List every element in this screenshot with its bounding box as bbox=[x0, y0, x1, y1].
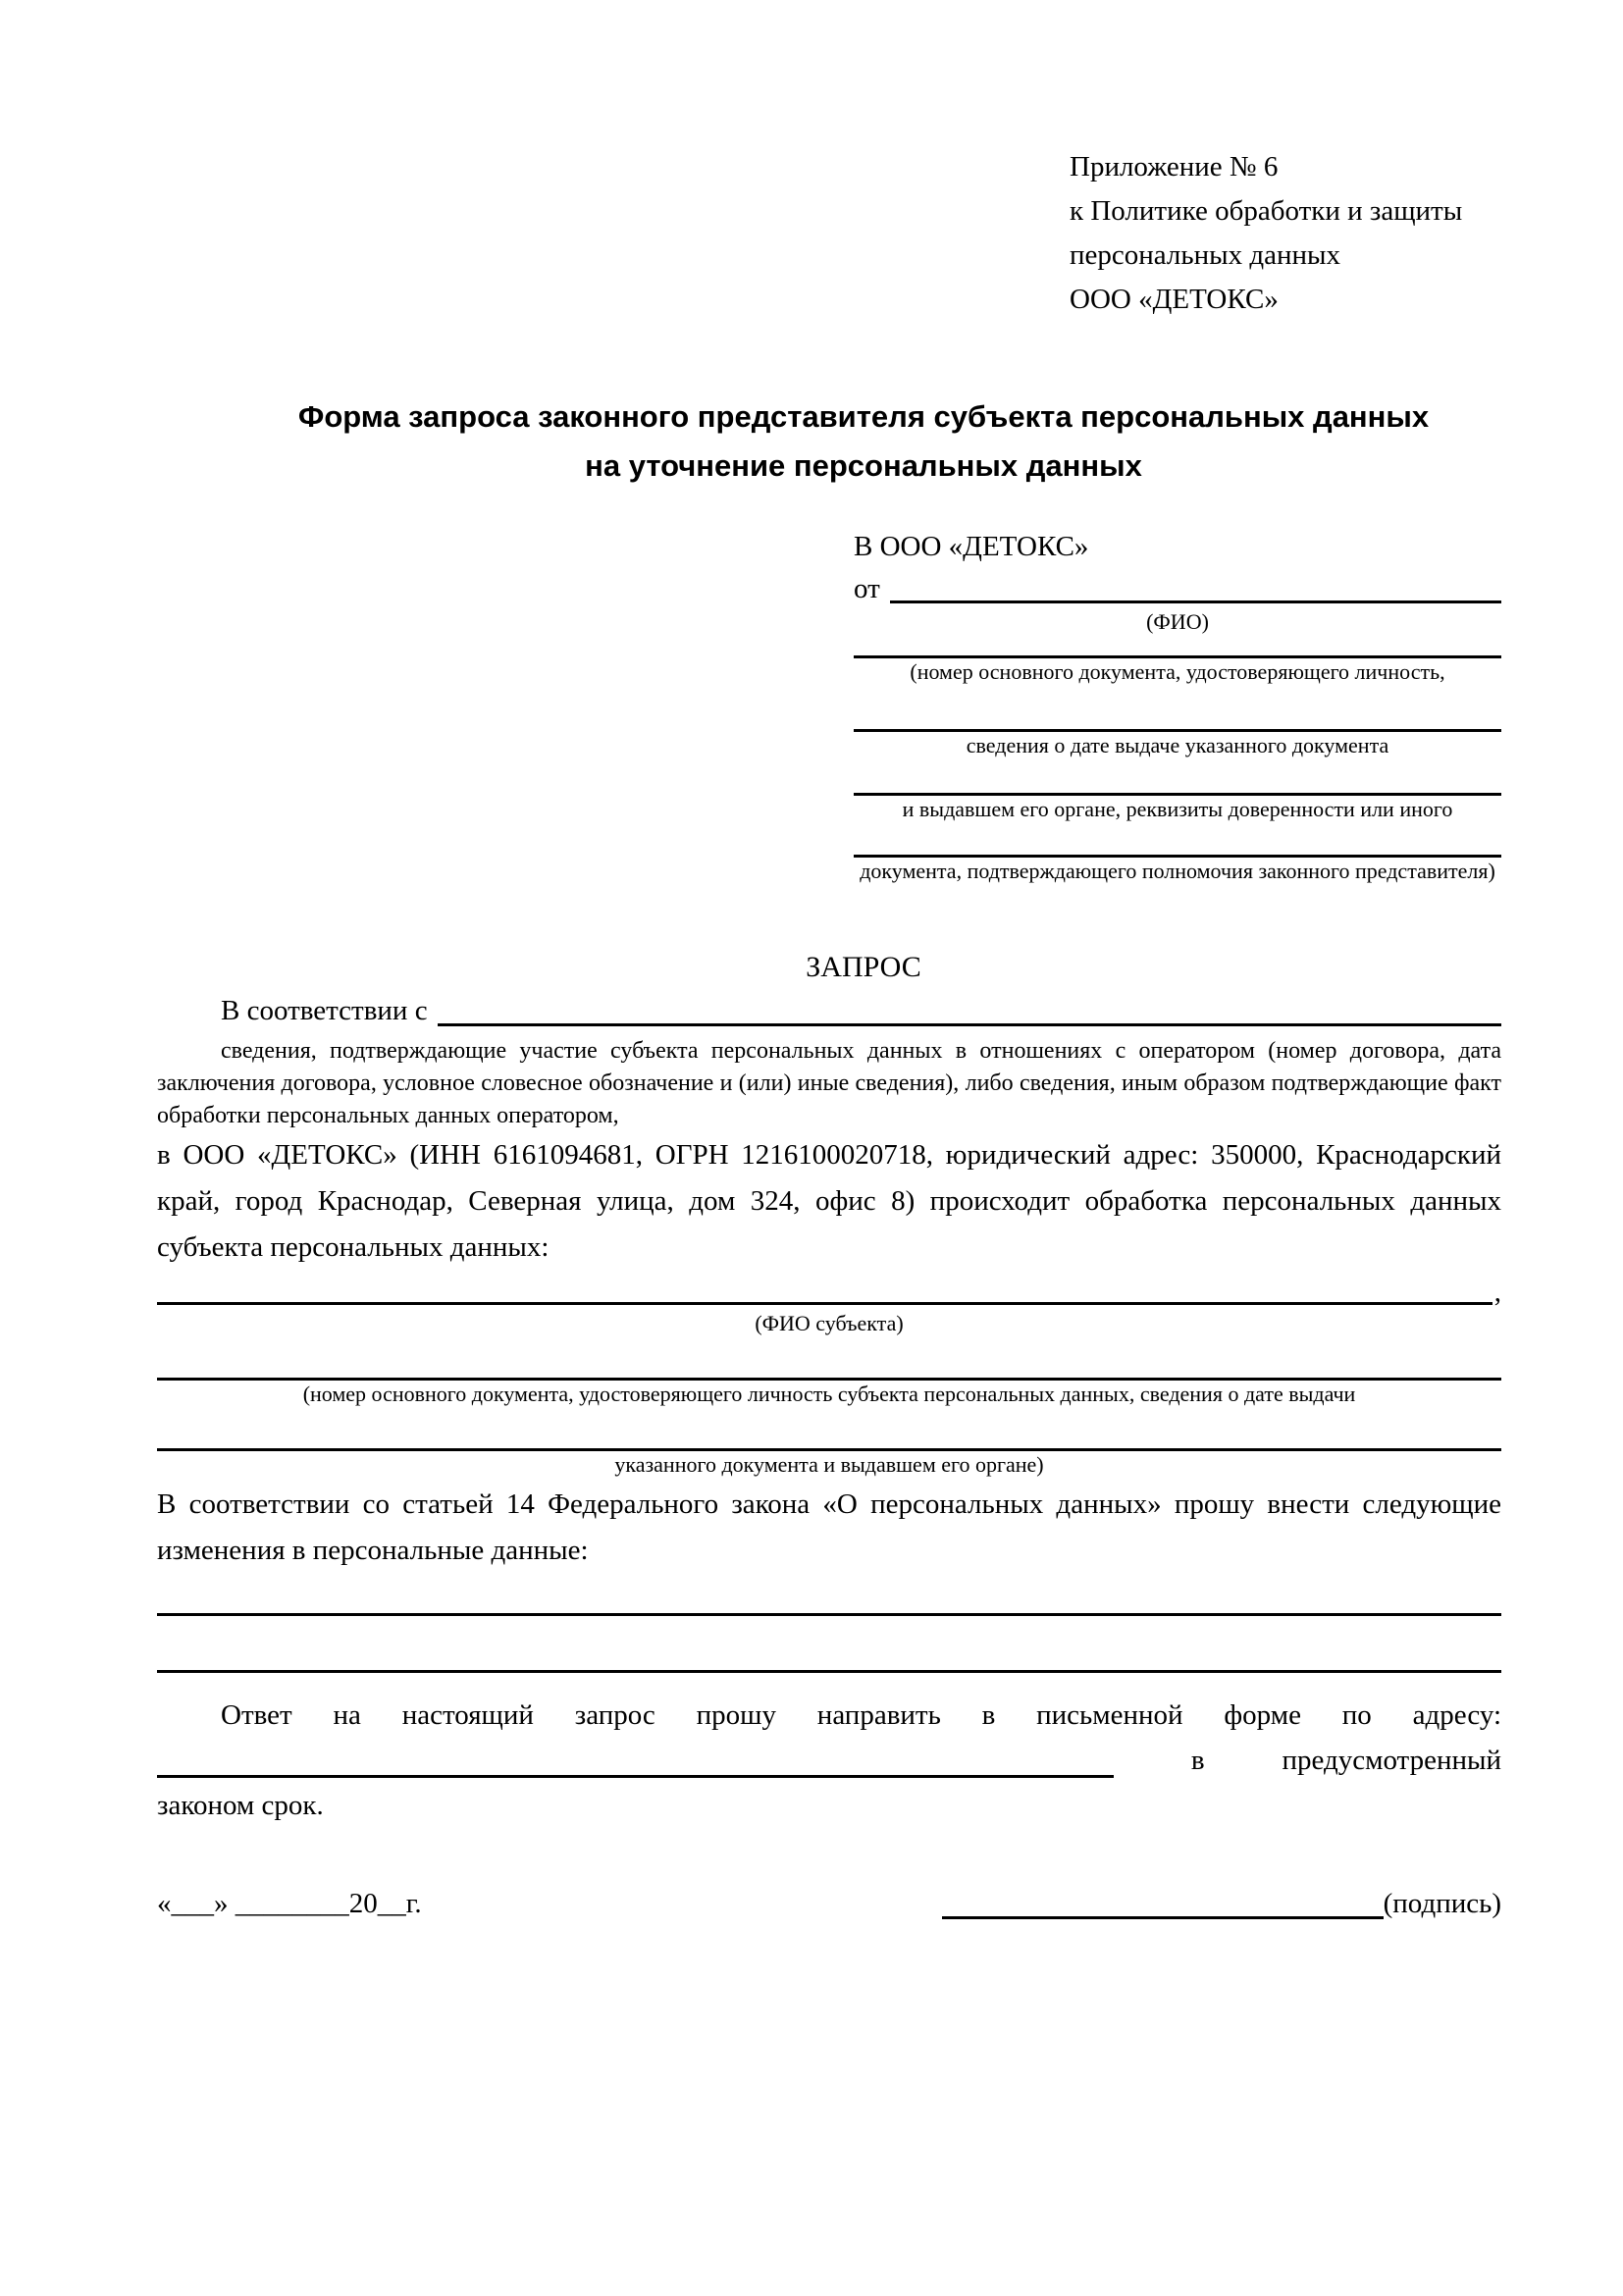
representative-doc-caption-4: документа, подтверждающего полномочия законного представителя) bbox=[860, 859, 1495, 883]
subject-doc-caption-1: (номер основного документа, удостоверяющего личность субъекта персональных данных, сведения о дате выдачи bbox=[302, 1382, 1356, 1406]
answer-word-2: предусмотренный bbox=[1282, 1745, 1501, 1776]
representative-doc-caption-1: (номер основного документа, удостоверяющего личность, bbox=[910, 659, 1445, 684]
appendix-header-line-4: ООО «ДЕТОКС» bbox=[1070, 284, 1279, 315]
answer-paragraph-line-3: законом срок. bbox=[157, 1790, 324, 1821]
signature-caption: (подпись) bbox=[1383, 1888, 1501, 1919]
subject-fio-caption: (ФИО субъекта) bbox=[755, 1311, 904, 1335]
fio-caption: (ФИО) bbox=[1146, 609, 1209, 634]
subject-fio-blank-field bbox=[157, 1302, 1492, 1305]
addressee-to: В ООО «ДЕТОКС» bbox=[854, 531, 1089, 562]
appendix-header bbox=[1070, 145, 1501, 322]
appendix-header-line-2: к Политике обработки и защиты bbox=[1070, 195, 1463, 227]
appendix-header-line-3: персональных данных bbox=[1070, 239, 1341, 271]
basis-label: В соответствии с bbox=[221, 995, 428, 1026]
basis-line bbox=[157, 990, 1501, 1031]
answer-word-1: в bbox=[1190, 1745, 1205, 1776]
fio-blank-field bbox=[890, 600, 1501, 603]
signature-blank-field bbox=[942, 1916, 1384, 1919]
date-field: «___» ________20__г. bbox=[157, 1888, 422, 1919]
request-heading: ЗАПРОС bbox=[806, 951, 921, 983]
form-title-line-1: Форма запроса законного представителя субъекта персональных данных bbox=[297, 399, 1430, 434]
signature-block bbox=[942, 1883, 1501, 1924]
law-paragraph: В соответствии со статьей 14 Федерального закона «О персональных данных» прошу внести следующие изменения в персональные данные: bbox=[157, 1488, 1501, 1566]
operator-paragraph: в ООО «ДЕТОКС» (ИНН 6161094681, ОГРН 1216100020718, юридический адрес: 350000, Краснодарский край, город Краснодар, Северная улица, дом 324, офис 8) происходит обработка персональных данных субъекта персональных данных: bbox=[157, 1139, 1501, 1263]
changes-blank-field-2 bbox=[157, 1670, 1501, 1673]
form-title bbox=[226, 392, 1501, 491]
answer-paragraph-line-1: Ответ на настоящий запрос прошу направить в письменной форме по адресу: bbox=[221, 1699, 1501, 1731]
changes-blank-field-1 bbox=[157, 1613, 1501, 1616]
answer-address-line bbox=[157, 1738, 1501, 1783]
footer-row bbox=[157, 1883, 1501, 1924]
subject-doc-caption-2: указанного документа и выдавшем его органе) bbox=[614, 1452, 1044, 1477]
basis-blank-field bbox=[438, 1023, 1501, 1026]
from-label: от bbox=[854, 573, 880, 604]
representative-doc-caption-2: сведения о дате выдаче указанного документа bbox=[966, 733, 1389, 757]
from-line bbox=[854, 569, 1501, 608]
trailing-comma: , bbox=[1493, 1277, 1501, 1308]
addressee-block bbox=[854, 524, 1501, 884]
basis-footnote: сведения, подтверждающие участие субъекта персональных данных в отношениях с оператором (номер договора, дата заключения договора, условное словесное обозначение и (или) иные сведения), либо сведения, иным образом подтверждающие факт обработки персональных данных оператором, bbox=[157, 1038, 1501, 1128]
representative-doc-caption-3: и выдавшем его органе, реквизиты доверенности или иного bbox=[902, 797, 1453, 821]
appendix-header-line-1: Приложение № 6 bbox=[1070, 151, 1279, 183]
subject-fio-line bbox=[157, 1275, 1501, 1310]
address-blank-field bbox=[157, 1775, 1114, 1778]
form-title-line-2: на уточнение персональных данных bbox=[585, 448, 1142, 483]
